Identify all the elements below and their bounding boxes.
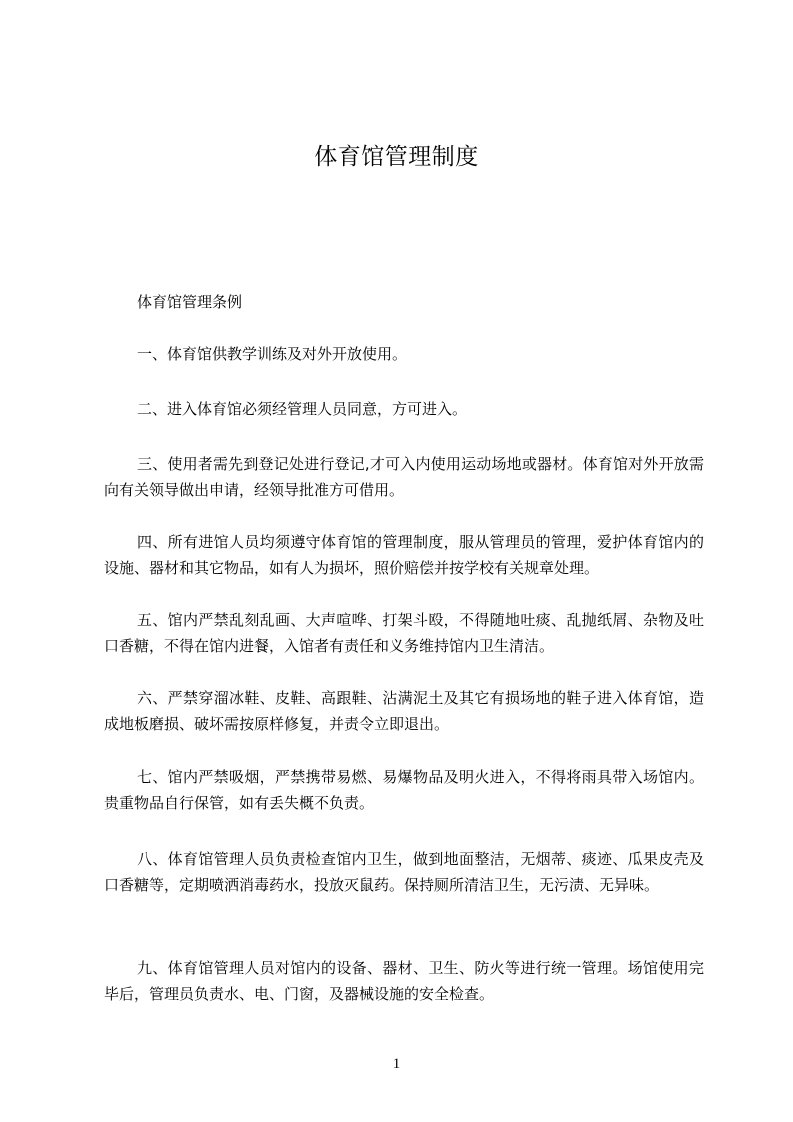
rule-paragraph-8: 八、体育馆管理人员负责检查馆内卫生，做到地面整洁，无烟蒂、痰迹、瓜果皮壳及口香糖等，定期喷洒消毒药水，投放灭鼠药。保持厕所清洁卫生，无污渍、无异味。: [104, 850, 704, 894]
rule-paragraph-3: 三、使用者需先到登记处进行登记,才可入内使用运动场地或器材。体育馆对外开放需向有关领导做出申请，经领导批准方可借用。: [104, 455, 704, 499]
rule-paragraph-5: 五、馆内严禁乱刻乱画、大声喧哗、打架斗殴，不得随地吐痰、乱抛纸屑、杂物及吐口香糖，不得在馆内进餐，入馆者有责任和义务维持馆内卫生清洁。: [104, 611, 704, 655]
rule-paragraph-1: 一、体育馆供教学训练及对外开放使用。: [137, 345, 408, 363]
rule-paragraph-4: 四、所有进馆人员均须遵守体育馆的管理制度，服从管理员的管理，爱护体育馆内的设施、器材和其它物品，如有人为损坏，照价赔偿并按学校有关规章处理。: [104, 533, 704, 577]
rule-paragraph-7: 七、馆内严禁吸烟，严禁携带易燃、易爆物品及明火进入，不得将雨具带入场馆内。贵重物品自行保管，如有丢失概不负责。: [104, 768, 704, 812]
document-title: 体育馆管理制度: [314, 144, 479, 170]
rule-paragraph-2: 二、进入体育馆必须经管理人员同意，方可进入。: [137, 400, 468, 418]
rule-paragraph-6: 六、严禁穿溜冰鞋、皮鞋、高跟鞋、沾满泥土及其它有损场地的鞋子进入体育馆，造成地板磨损、破坏需按原样修复，并责令立即退出。: [104, 689, 704, 733]
section-heading: 体育馆管理条例: [137, 293, 243, 311]
page-number: 1: [392, 1056, 401, 1072]
rule-paragraph-9: 九、体育馆管理人员对馆内的设备、器材、卫生、防火等进行统一管理。场馆使用完毕后，管理员负责水、电、门窗，及器械设施的安全检查。: [104, 959, 704, 1003]
